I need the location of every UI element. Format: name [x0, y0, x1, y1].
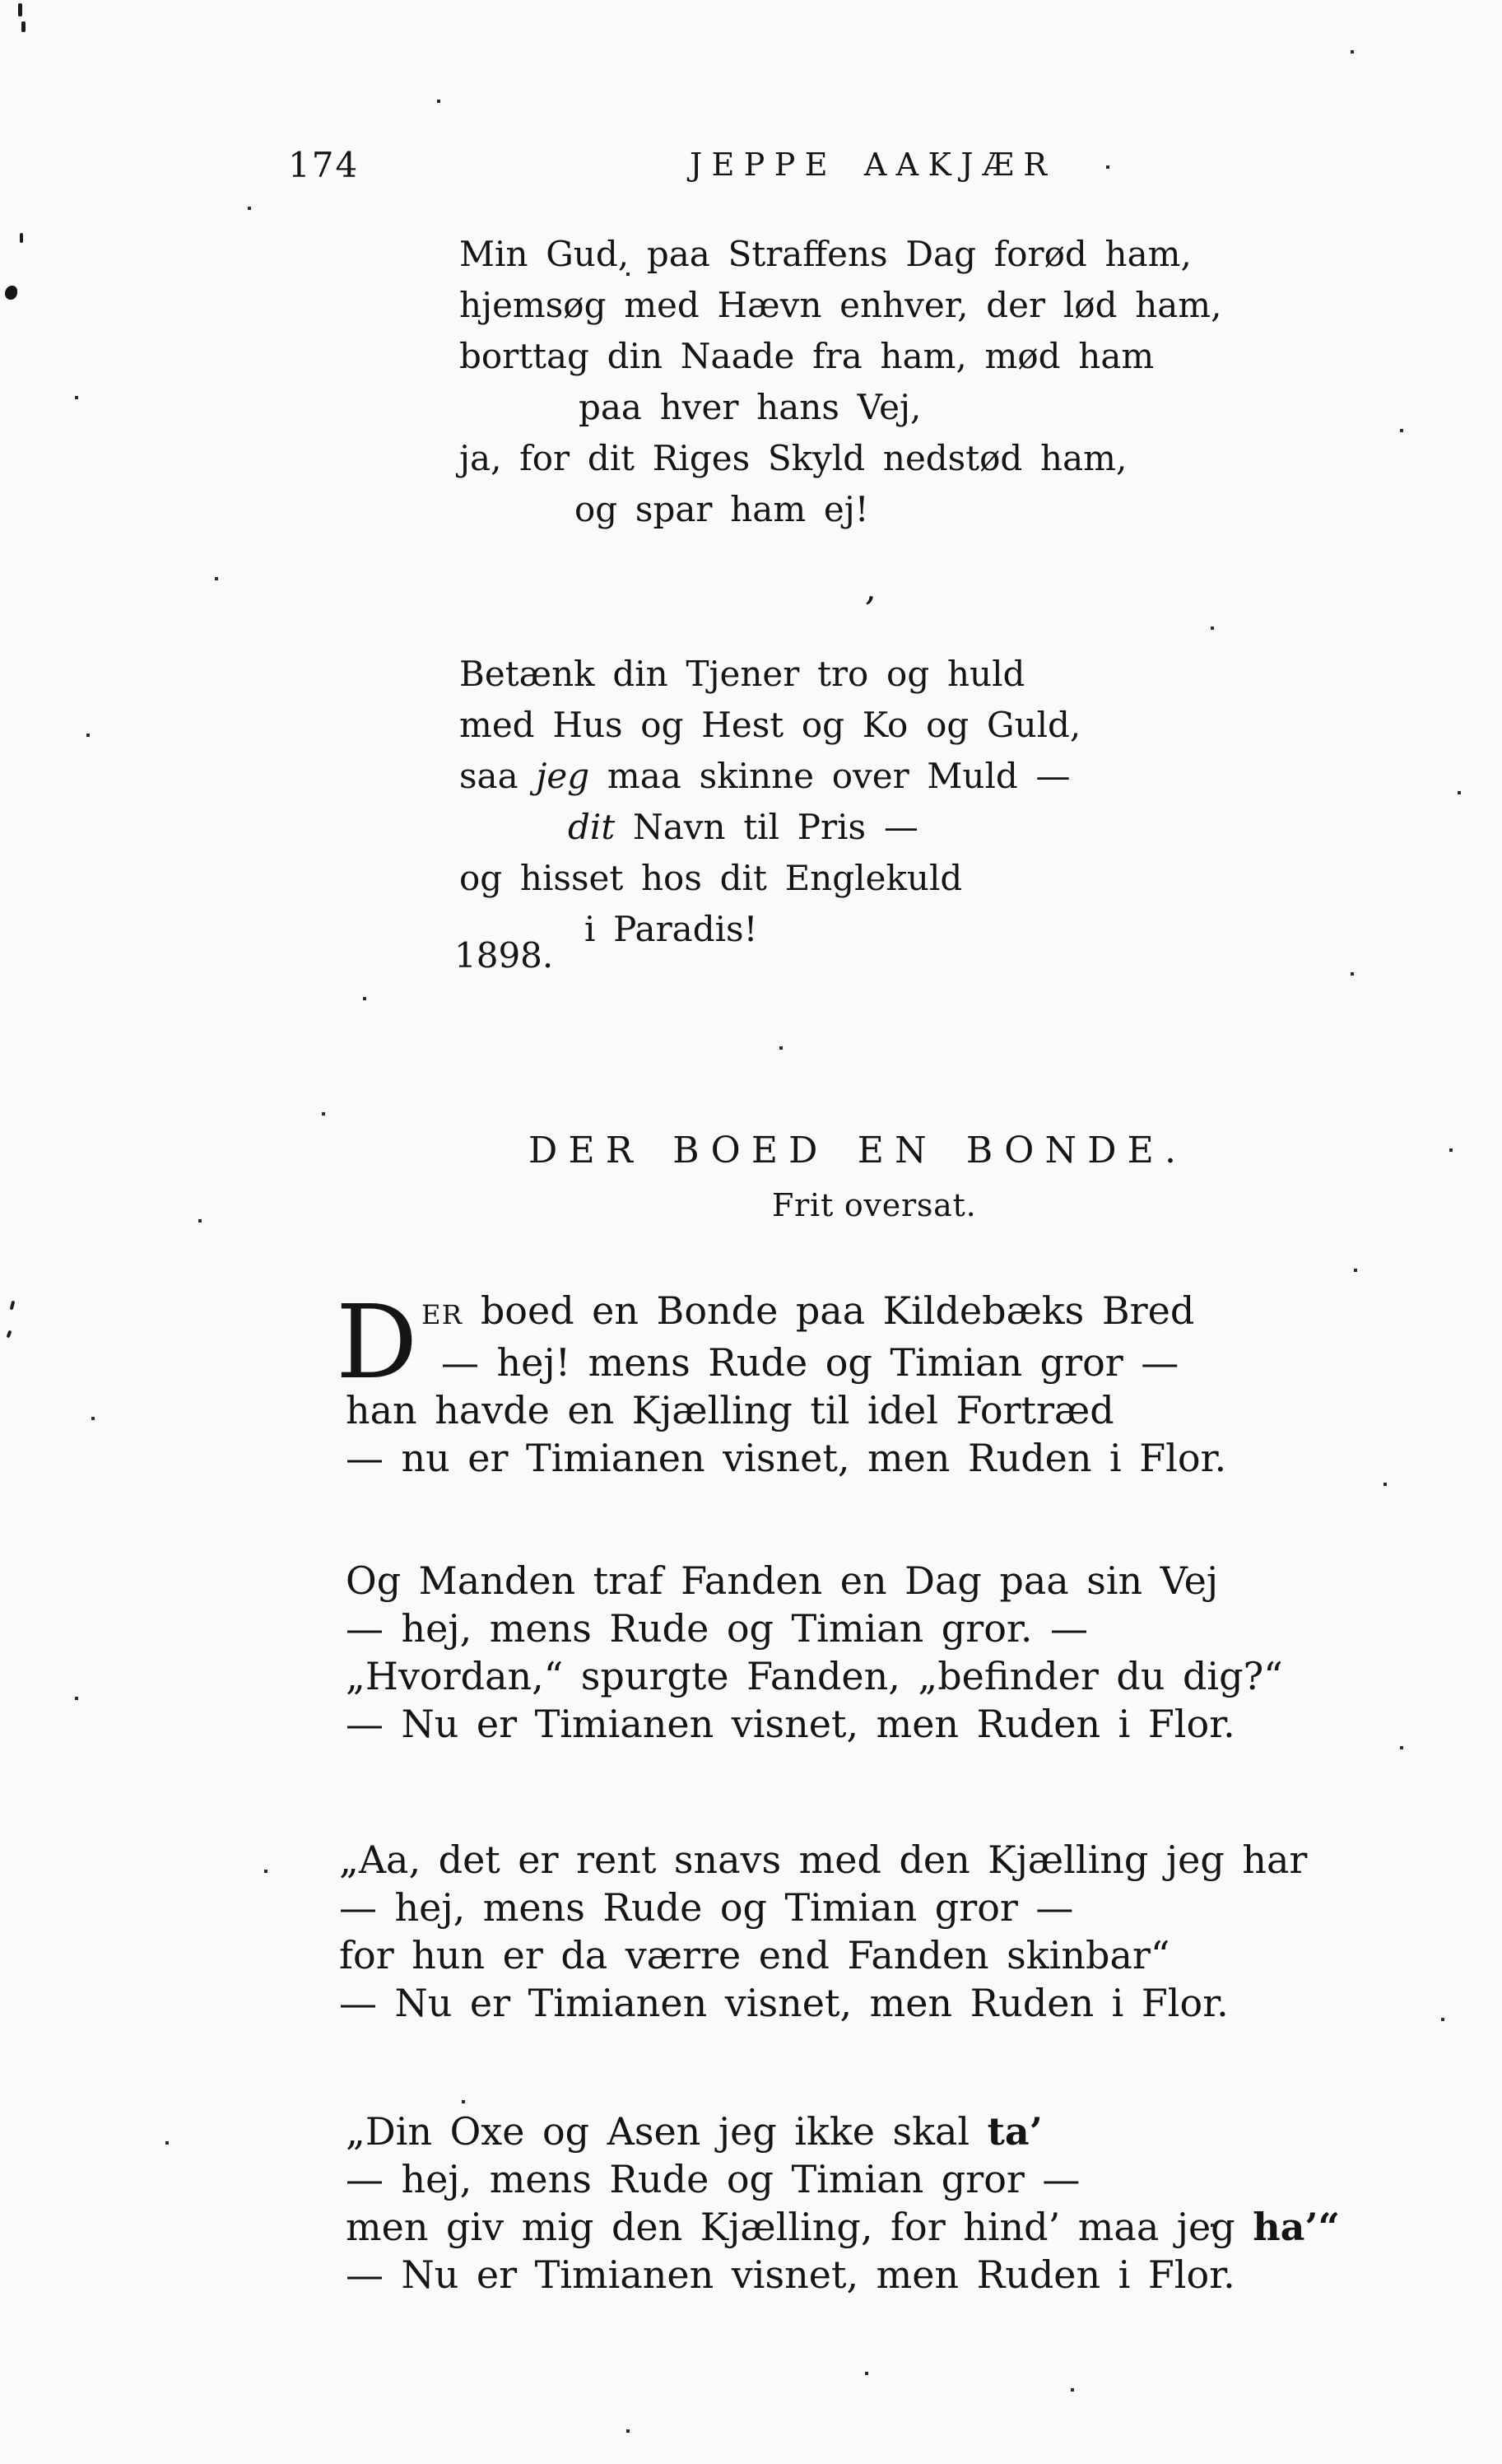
poem-year: 1898.: [454, 935, 554, 976]
poem-stanza: [459, 649, 1081, 955]
poem-line: „Aa, det er rent snavs med den Kjælling jeg har: [339, 1838, 1308, 1882]
poem-line: — Nu er Timianen visnet, men Ruden i Flor.: [339, 1981, 1229, 2025]
line-segment: „Din Oxe og Asen jeg ikke skal: [346, 2109, 988, 2154]
ink-mark: [20, 233, 23, 243]
line-segment: Navn til Pris —: [615, 807, 918, 847]
poem-stanza: [336, 1283, 1227, 1482]
stray-apostrophe-mark: ’: [859, 589, 877, 632]
poem-line: — Nu er Timianen visnet, men Ruden i Flor.: [346, 1702, 1235, 1746]
ink-blot: [5, 286, 17, 300]
poem-line: [346, 2108, 1340, 2155]
ink-mark: [10, 1301, 16, 1311]
poem-line: — nu er Timianen visnet, men Ruden i Flor.: [346, 1436, 1227, 1480]
poem-stanza: [459, 229, 1221, 535]
italic-word: dit: [568, 807, 616, 847]
poem-line: [459, 751, 1081, 802]
poem-line: Betænk din Tjener tro og huld: [459, 654, 1025, 694]
poem-stanza: [346, 1557, 1283, 1748]
ink-mark: [7, 1330, 12, 1339]
poem-line: paa hver hans Vej,: [579, 387, 922, 427]
page-number: 174: [288, 145, 360, 185]
poem-line: „Hvordan,“ spurgte Fanden, „befinder du dig?“: [346, 1654, 1283, 1698]
poem-title: DER BOED EN BONDE.: [528, 1130, 1188, 1171]
poem-line: hjemsøg med Hævn enhver, der lød ham,: [459, 285, 1222, 325]
small-caps-segment: ER: [421, 1299, 463, 1330]
bold-segment: ha’“: [1253, 2205, 1340, 2249]
poem-line: og spar ham ej!: [574, 489, 869, 529]
ink-mark: [21, 21, 26, 32]
poem-subtitle: Frit oversat.: [772, 1187, 977, 1223]
poem-line: han havde en Kjælling til idel Fortræd: [346, 1388, 1114, 1432]
poem-line: borttag din Naade fra ham, mød ham: [459, 336, 1155, 376]
poem-line: og hisset hos dit Englekuld: [459, 858, 963, 898]
ink-mark: [18, 3, 22, 16]
poem-line: — hej, mens Rude og Timian gror. —: [346, 1606, 1088, 1651]
poem-line: — hej, mens Rude og Timian gror —: [346, 2157, 1081, 2201]
bold-segment: ta’: [987, 2109, 1043, 2154]
poem-line: i Paradis!: [584, 909, 758, 949]
poem-line: for hun er da værre end Fanden skinbar“: [339, 1933, 1170, 1977]
scan-specks: [0, 0, 2, 2]
line-segment: boed en Bonde paa Kildebæks Bred: [463, 1288, 1195, 1333]
line-segment: maa skinne over Muld —: [589, 756, 1071, 796]
line-segment: men giv mig den Kjælling, for hind’ maa jeg: [346, 2205, 1253, 2249]
poem-line: — hej, mens Rude og Timian gror —: [339, 1885, 1074, 1930]
running-title: JEPPE AAKJÆR: [690, 147, 1057, 183]
poem-stanza: [339, 1836, 1307, 2027]
poem-line: ja, for dit Riges Skyld nedstød ham,: [459, 438, 1128, 478]
poem-line: med Hus og Hest og Ko og Guld,: [459, 705, 1081, 745]
poem-line: — hej! mens Rude og Timian gror —: [441, 1340, 1179, 1385]
poem-line: — Nu er Timianen visnet, men Ruden i Flor.: [346, 2252, 1235, 2297]
poem-line: Min Gud, paa Straffens Dag forød ham,: [459, 234, 1192, 274]
line-segment: saa: [459, 756, 537, 796]
poem-line: [568, 802, 1081, 853]
poem-line: [346, 1287, 1226, 1339]
italic-word: jeg: [536, 756, 590, 796]
poem-line: Og Manden traf Fanden en Dag paa sin Vej: [346, 1558, 1219, 1603]
poem-line: [346, 2203, 1340, 2251]
drop-cap: D: [336, 1283, 418, 1402]
poem-stanza: [346, 2108, 1340, 2299]
